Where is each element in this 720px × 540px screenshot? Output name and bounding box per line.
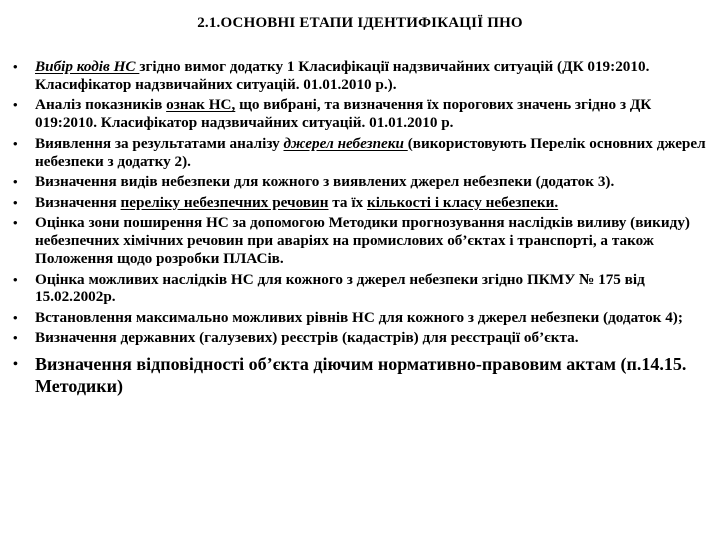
item-text-underlined: кількості і класу небезпеки. (366, 193, 559, 211)
item-text: згідно вимог додатку 1 Класифікації надзвичайних ситуацій (ДК 019:2010. Класифікатор надзвичайних ситуацій. 01.01.2010 р.). (35, 58, 650, 93)
item-text: що вибрані, та визначення їх порогових значень згідно з ДК 019:2010. Класифікатор надзвичайних ситуацій. 01.01.2010 р. (35, 96, 652, 132)
list-item (0, 329, 720, 347)
item-text: Аналіз показників (35, 96, 167, 114)
list-item (0, 214, 720, 268)
item-text: та їх (328, 193, 367, 211)
stage-list (0, 58, 720, 400)
bullet-icon: • (13, 97, 18, 113)
bullet-icon: • (13, 174, 18, 190)
item-text: Визначення видів небезпеки для кожного з виявлених джерел небезпеки (додаток 3). (35, 173, 615, 191)
item-text: Визначення державних (галузевих) реєстрів (кадастрів) для реєстрації об’єкта. (35, 329, 579, 347)
list-item (0, 135, 720, 171)
list-item (0, 96, 720, 132)
list-item (0, 173, 720, 191)
item-text: Визначення (35, 193, 121, 211)
list-item (0, 194, 720, 212)
item-text: Встановлення максимально можливих рівнів НС для кожного з джерел небезпеки (додаток 4); (35, 308, 683, 326)
list-item (0, 271, 720, 307)
item-text-underlined: переліку небезпечних речовин (120, 193, 329, 211)
bullet-icon: • (13, 271, 18, 287)
item-text: Виявлення за результатами аналізу (35, 134, 284, 152)
item-text-underlined: ознак НС, (166, 96, 236, 114)
item-text: Оцінка можливих наслідків НС для кожного з джерел небезпеки згідно ПКМУ № 175 від 15.02.2002р. (35, 270, 645, 306)
list-item (0, 353, 720, 397)
list-item (0, 309, 720, 327)
item-text: (використовують Перелік основних джерел небезпеки з додатку 2). (35, 134, 706, 170)
bullet-icon: • (13, 215, 18, 231)
bullet-icon: • (13, 330, 18, 346)
bullet-icon: • (13, 309, 18, 325)
list-item (0, 58, 720, 94)
bullet-icon: • (13, 357, 18, 373)
bullet-icon: • (13, 194, 18, 210)
bullet-icon: • (13, 59, 18, 74)
slide-title: 2.1.ОСНОВНІ ЕТАПИ ІДЕНТИФІКАЦІЇ ПНО (197, 15, 523, 31)
bullet-icon: • (13, 135, 18, 151)
item-text-emphasis: Вибір кодів НС (35, 58, 140, 75)
item-text: Оцінка зони поширення НС за допомогою Методики прогнозування наслідків виливу (викиду) небезпечних хімічних речовин при аваріях на промислових об’єктах і транспорті, а також Положення щодо розробки ПЛАСів. (35, 214, 690, 268)
item-text: Визначення відповідності об’єкта діючим нормативно-правовим актам (п.14.15. Методики) (35, 354, 687, 397)
item-text-underlined: джерел небезпеки (283, 134, 408, 152)
